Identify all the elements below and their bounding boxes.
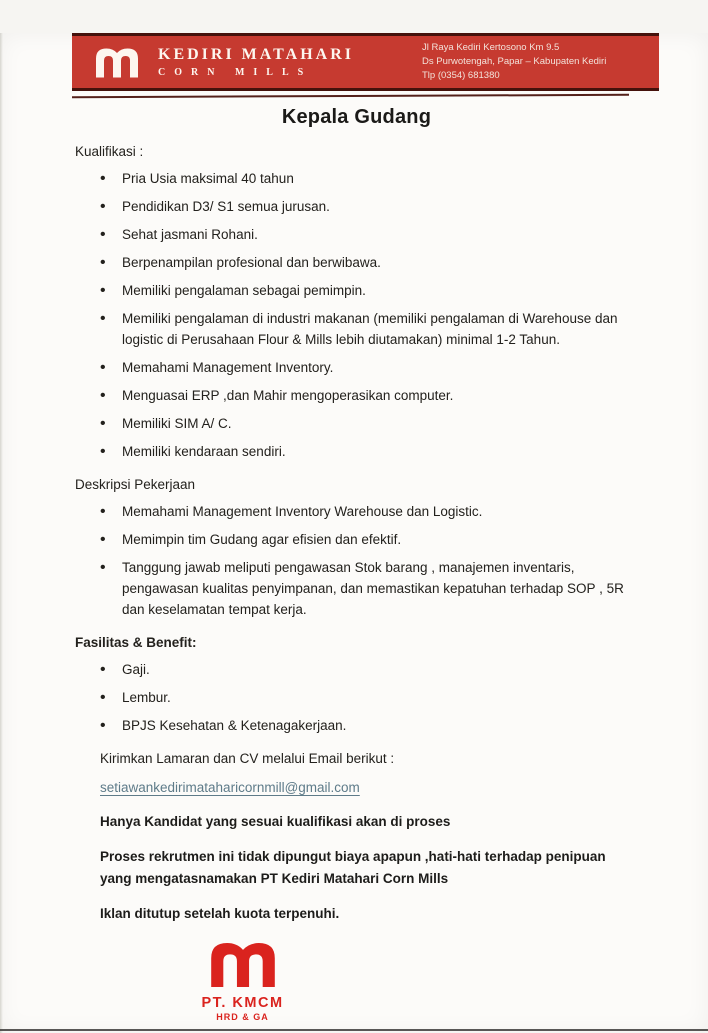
qualifications-list	[75, 168, 638, 462]
company-brand-block	[158, 46, 354, 78]
company-name: KEDIRI MATAHARI	[158, 46, 354, 63]
list-item: • Menguasai ERP ,dan Mahir mengoperasikan computer.	[75, 385, 632, 406]
company-m-logo-icon	[205, 937, 281, 990]
benefits-list	[75, 659, 638, 736]
list-item: • Lembur.	[75, 687, 632, 708]
letterhead-banner	[72, 33, 659, 91]
address-line-3: Tlp (0354) 681380	[422, 69, 500, 81]
list-item: • BPJS Kesehatan & Ketenagakerjaan.	[75, 715, 632, 736]
scanned-job-posting-page	[0, 33, 708, 1033]
list-item: • Memiliki kendaraan sendiri.	[75, 441, 632, 462]
list-item: • Memiliki SIM A/ C.	[75, 413, 632, 434]
scan-bottom-edge-line	[0, 1029, 708, 1031]
notice-no-fee-warning: Proses rekrutmen ini tidak dipungut biaya apapun ,hati-hati terhadap penipuan yang mengatasnamakan PT Kediri Matahari Corn Mills	[100, 849, 606, 886]
company-m-logo-icon	[92, 44, 142, 80]
scan-edge-artifact	[0, 33, 3, 1033]
footer-department: HRD & GA	[216, 1012, 269, 1022]
notice-qualified-only: Hanya Kandidat yang sesuai kualifikasi akan di proses	[100, 814, 451, 829]
application-email-link[interactable]: setiawankedirimataharicornmill@gmail.com	[100, 780, 360, 795]
list-item: • Tanggung jawab meliputi pengawasan Stok barang , manajemen inventaris, pengawasan kualitas penyimpanan, dan memastikan kepatuhan terhadap SOP , 5R dan keselamatan tempat kerja.	[75, 557, 632, 620]
notice-quota-close: Iklan ditutup setelah kuota terpenuhi.	[100, 906, 340, 921]
address-line-2: Ds Purwotengah, Papar – Kabupaten Kediri	[422, 56, 607, 68]
list-item: • Memahami Management Inventory.	[75, 357, 632, 378]
company-subtitle: CORN MILLS	[158, 67, 313, 78]
application-instruction: Kirimkan Lamaran dan CV melalui Email berikut :	[100, 751, 395, 766]
company-address	[422, 41, 647, 82]
footer-company-abbr: PT. KMCM	[201, 995, 284, 1011]
document-body	[0, 106, 708, 1022]
list-item: • Gaji.	[75, 659, 632, 680]
list-item: • Pendidikan D3/ S1 semua jurusan.	[75, 196, 632, 217]
list-item: • Pria Usia maksimal 40 tahun	[75, 168, 632, 189]
letterhead-divider-line	[72, 94, 629, 98]
job-description-heading: Deskripsi Pekerjaan	[75, 477, 196, 492]
list-item: • Memimpin tim Gudang agar efisien dan efektif.	[75, 529, 632, 550]
footer-logo-block	[170, 937, 315, 1022]
qualifications-heading: Kualifikasi :	[75, 144, 144, 159]
job-description-list	[75, 501, 638, 620]
benefits-heading: Fasilitas & Benefit:	[75, 635, 197, 650]
list-item: • Memiliki pengalaman sebagai pemimpin.	[75, 280, 632, 301]
list-item: • Berpenampilan profesional dan berwibawa.	[75, 252, 632, 273]
address-line-1: Jl Raya Kediri Kertosono Km 9.5	[422, 42, 560, 54]
list-item: • Sehat jasmani Rohani.	[75, 224, 632, 245]
list-item: • Memiliki pengalaman di industri makanan (memiliki pengalaman di Warehouse dan logistic di Perusahaan Flour & Mills lebih diutamakan) minimal 1-2 Tahun.	[75, 308, 632, 350]
list-item: • Memahami Management Inventory Warehouse dan Logistic.	[75, 501, 632, 522]
job-title: Kepala Gudang	[281, 106, 432, 128]
